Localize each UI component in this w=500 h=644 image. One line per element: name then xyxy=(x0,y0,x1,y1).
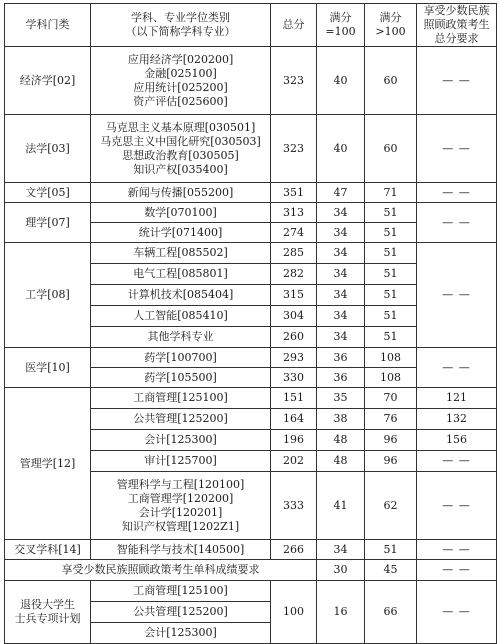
full100-cell: 34 xyxy=(317,264,365,285)
full-over100-cell: 62 xyxy=(365,472,417,540)
total-cell: 313 xyxy=(271,203,317,223)
full-over100-cell: 96 xyxy=(365,430,417,451)
total-cell: 351 xyxy=(271,183,317,203)
header-ethnic: 享受少数民族 照顾政策考生 总分要求 xyxy=(417,4,497,47)
major-cell: 新闻与传播[055200] xyxy=(91,183,271,203)
ethnic-cell: — — xyxy=(417,243,497,348)
full-over100-cell: 96 xyxy=(365,451,417,472)
full100-cell: 16 xyxy=(317,581,365,644)
ethnic-cell: — — xyxy=(417,348,497,388)
ethnic-cell: — — xyxy=(417,540,497,560)
ethnic-cell: 132 xyxy=(417,409,497,430)
major-cell: 人工智能[085410] xyxy=(91,306,271,327)
full100-cell: 34 xyxy=(317,243,365,264)
total-cell: 274 xyxy=(271,223,317,243)
category-cell: 理学[07] xyxy=(5,203,91,243)
header-full100: 满分 =100 xyxy=(317,4,365,47)
major-cell: 药学[100700] xyxy=(91,348,271,368)
full100-cell: 40 xyxy=(317,115,365,183)
category-cell: 法学[03] xyxy=(5,115,91,183)
category-cell: 交叉学科[14] xyxy=(5,540,91,560)
full100-cell: 41 xyxy=(317,472,365,540)
major-cell: 马克思主义基本原理[030501] 马克思主义中国化研究[030503] 思想政治教育[030505] 知识产权[035400] xyxy=(91,115,271,183)
major-cell: 计算机技术[085404] xyxy=(91,285,271,306)
major-cell: 智能科学与技术[140500] xyxy=(91,540,271,560)
ethnic-cell: — — xyxy=(417,451,497,472)
header-major: 学科、专业学位类别 （以下简称学科专业） xyxy=(91,4,271,47)
total-cell: 151 xyxy=(271,388,317,409)
full-over100-cell: 108 xyxy=(365,368,417,388)
ethnic-cell: 156 xyxy=(417,430,497,451)
major-cell: 其他学科专业 xyxy=(91,327,271,348)
ethnic-cell: — — xyxy=(417,203,497,243)
table-row xyxy=(5,47,497,115)
full-over100-cell: 60 xyxy=(365,115,417,183)
full100-cell: 35 xyxy=(317,388,365,409)
full100-cell: 48 xyxy=(317,430,365,451)
major-cell: 公共管理[125200] xyxy=(91,409,271,430)
table-row xyxy=(5,560,497,581)
major-cell: 工商管理[125100] xyxy=(91,581,271,602)
ethnic-cell: — — xyxy=(417,47,497,115)
major-cell: 工商管理[125100] xyxy=(91,388,271,409)
major-cell: 会计[125300] xyxy=(91,430,271,451)
table-row xyxy=(5,115,497,183)
category-cell: 工学[08] xyxy=(5,243,91,348)
full100-cell: 34 xyxy=(317,285,365,306)
full-over100-cell: 45 xyxy=(365,560,417,581)
major-cell: 应用经济学[020200] 金融[025100] 应用统计[025200] 资产评估[025600] xyxy=(91,47,271,115)
full100-cell: 36 xyxy=(317,368,365,388)
total-cell: 164 xyxy=(271,409,317,430)
table-header xyxy=(5,4,497,47)
full-over100-cell: 51 xyxy=(365,540,417,560)
ethnic-cell: — — xyxy=(417,581,497,644)
full-over100-cell: 71 xyxy=(365,183,417,203)
total-cell: 260 xyxy=(271,327,317,348)
full-over100-cell: 51 xyxy=(365,223,417,243)
full-over100-cell: 51 xyxy=(365,264,417,285)
full100-cell: 34 xyxy=(317,327,365,348)
major-cell: 车辆工程[085502] xyxy=(91,243,271,264)
full-over100-cell: 51 xyxy=(365,327,417,348)
total-cell: 293 xyxy=(271,348,317,368)
ethnic-cell: — — xyxy=(417,115,497,183)
category-cell: 医学[10] xyxy=(5,348,91,388)
total-cell: 333 xyxy=(271,472,317,540)
total-cell: 266 xyxy=(271,540,317,560)
total-cell: 304 xyxy=(271,306,317,327)
full100-cell: 48 xyxy=(317,451,365,472)
full-over100-cell: 60 xyxy=(365,47,417,115)
table-row xyxy=(5,183,497,203)
total-cell: 315 xyxy=(271,285,317,306)
full-over100-cell: 51 xyxy=(365,243,417,264)
table-row xyxy=(5,203,497,223)
full-over100-cell: 66 xyxy=(365,581,417,644)
full100-cell: 36 xyxy=(317,348,365,368)
major-cell: 电气工程[085801] xyxy=(91,264,271,285)
full100-cell: 34 xyxy=(317,203,365,223)
major-cell: 药学[105500] xyxy=(91,368,271,388)
major-cell: 数学[070100] xyxy=(91,203,271,223)
full-over100-cell: 76 xyxy=(365,409,417,430)
table-row xyxy=(5,540,497,560)
full100-cell: 38 xyxy=(317,409,365,430)
score-table xyxy=(4,3,497,644)
full-over100-cell: 108 xyxy=(365,348,417,368)
full-over100-cell: 51 xyxy=(365,285,417,306)
total-cell: 330 xyxy=(271,368,317,388)
full-over100-cell: 51 xyxy=(365,306,417,327)
full100-cell: 34 xyxy=(317,306,365,327)
header-full-over100: 满分 >100 xyxy=(365,4,417,47)
full-over100-cell: 70 xyxy=(365,388,417,409)
major-cell: 审计[125700] xyxy=(91,451,271,472)
full-over100-cell: 51 xyxy=(365,203,417,223)
major-cell: 会计[125300] xyxy=(91,623,271,644)
total-cell: 196 xyxy=(271,430,317,451)
ethnic-cell: 121 xyxy=(417,388,497,409)
header-total: 总分 xyxy=(271,4,317,47)
full100-cell: 30 xyxy=(317,560,365,581)
ethnic-cell: — — xyxy=(417,560,497,581)
total-cell: 323 xyxy=(271,47,317,115)
ethnic-single-subject-label: 享受少数民族照顾政策考生单科成绩要求 xyxy=(5,560,317,581)
table-row xyxy=(5,581,497,602)
total-cell: 285 xyxy=(271,243,317,264)
table-row xyxy=(5,348,497,368)
total-cell: 100 xyxy=(271,581,317,644)
ethnic-cell: — — xyxy=(417,183,497,203)
category-cell: 文学[05] xyxy=(5,183,91,203)
category-cell: 管理学[12] xyxy=(5,388,91,540)
full100-cell: 34 xyxy=(317,540,365,560)
ethnic-cell: — — xyxy=(417,472,497,540)
table-row xyxy=(5,243,497,264)
full100-cell: 40 xyxy=(317,47,365,115)
total-cell: 282 xyxy=(271,264,317,285)
category-cell: 经济学[02] xyxy=(5,47,91,115)
total-cell: 202 xyxy=(271,451,317,472)
category-cell: 退役大学生 士兵专项计划 xyxy=(5,581,91,644)
major-cell: 公共管理[125200] xyxy=(91,602,271,623)
major-cell: 管理科学与工程[120100] 工商管理学[120200] 会计学[120201] 知识产权管理[1202Z1] xyxy=(91,472,271,540)
major-cell: 统计学[071400] xyxy=(91,223,271,243)
table-row xyxy=(5,388,497,409)
header-category: 学科门类 xyxy=(5,4,91,47)
full100-cell: 47 xyxy=(317,183,365,203)
full100-cell: 34 xyxy=(317,223,365,243)
total-cell: 323 xyxy=(271,115,317,183)
